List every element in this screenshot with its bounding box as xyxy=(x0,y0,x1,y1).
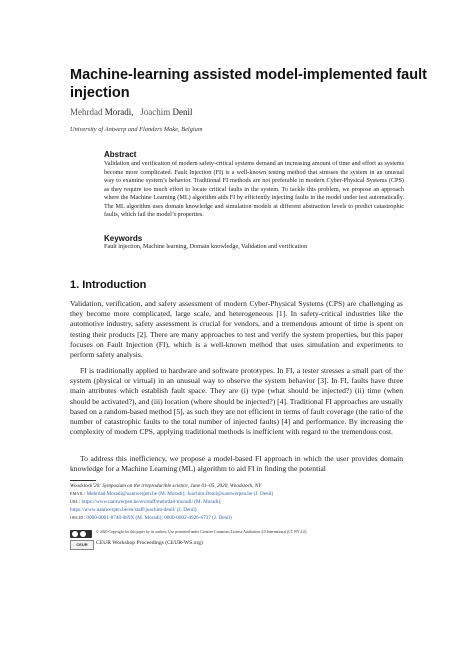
author-given-name: Joachim xyxy=(140,107,171,117)
ceur-proceedings: CEUR Workshop Proceedings (CEUR-WS.org) xyxy=(96,540,203,546)
footnote-venue: Woodstock’20: Symposium on the irreproducible science, June 01–05, 2020, Woodstock, NY xyxy=(70,483,262,489)
author-list xyxy=(70,107,193,117)
footnote-orcid xyxy=(70,515,410,522)
cc-by-license-icon xyxy=(70,530,92,538)
title-line-1: Machine-learning assisted model-implemented fault xyxy=(70,67,427,83)
author-family-name: Moradi, xyxy=(104,107,134,117)
abstract-heading: Abstract xyxy=(104,150,137,159)
license-text: © 2020 Copyright for this paper by its authors. Use permitted under Creative Commons License Attribution 4.0 International (CC BY 4.0). xyxy=(96,530,308,534)
abstract-text: Validation and verification of modern safety-critical systems demand an increasing amount of time and effort as systems become more complicated. Fault Injection (FI) is a well-known testing method that stresses the system in an unusual way to examine system’s behavior. Traditional FI methods are not preferable in modern Cyber-Physical Systems (CPS) as they require too much effort to locate critical faults in the system. To tackle this problem, we propose an approach where the Machine Learning (ML) algorithm aids FI by efficiently injecting faults in the model under test automatically. The ML algorithm uses domain knowledge and simulation models at different abstraction levels to predict catastrophic faults, which fail the model’s properties. xyxy=(104,160,404,218)
keywords-text: Fault injection, Machine learning, Domain knowledge, Validation and verification xyxy=(104,243,308,250)
orcid-label: orcid: xyxy=(70,515,86,521)
paper-title xyxy=(70,66,430,102)
footnote-url-2 xyxy=(70,507,410,514)
url-link-1[interactable]: https://www.uantwerpen.be/en/staff/mehrdad-moradi/ (M. Moradi); xyxy=(81,499,222,505)
orcid-links[interactable]: 0000-0001-8748-069X (M. Moradi); 0000-0002-4926-6737 (J. Denil) xyxy=(86,515,232,521)
email-links[interactable]: Mehrdad.Moradi@uantwerpen.be (M. Moradi); Joachim.Denil@uantwerpen.be (J. Denil) xyxy=(86,491,274,497)
keywords-heading: Keywords xyxy=(104,234,143,243)
section-heading: 1. Introduction xyxy=(70,279,147,291)
footnote-email xyxy=(70,491,410,498)
title-line-2: injection xyxy=(70,85,130,101)
cc-circle-icon xyxy=(72,531,78,537)
intro-paragraph-2: FI is traditionally applied to hardware and software prototypes. In FI, a tester stresses a small part of the system (physical or virtual) in an unusual way to observe the system behavior [3]. In FI, faults have three main attributes which establish fault space. They are (i) type (what should be injected?) (ii) time (when should be activated?), and (iii) location (where should be injected?) [4]. Traditional FI approaches are usually based on a random-based method [5], as such they are not efficient in terms of fault coverage (the ratio of the number of catastrophic faults to the total number of injected faults) [4] and performance. By increasing the complexity of modern CPS, applying traditional methods is inefficient with regard to the tremendous cost. xyxy=(70,366,403,437)
by-circle-icon xyxy=(80,531,86,537)
author-given-name: Mehrdad xyxy=(70,107,103,117)
intro-paragraph-3: To address this inefficiency, we propose a model-based FI approach in which the user provides domain knowledge for a Machine Learning (ML) algorithm to aid FI in finding the potential xyxy=(70,454,403,474)
footnote-url xyxy=(70,499,410,506)
author-family-name: Denil xyxy=(172,107,193,117)
footnote-rule xyxy=(70,480,96,481)
affiliation: University of Antwerp and Flanders Make, Belgium xyxy=(70,126,203,133)
ceur-logo-icon: CEUR xyxy=(70,540,94,550)
url-label: url: xyxy=(70,499,81,505)
intro-paragraph-1: Validation, verification, and safety assessment of modern Cyber-Physical Systems (CPS) are challenging as they become more complicated, large scale, and heterogeneous [1]. In safety-critical industries like the automotive industry, safety assessment is crucial for vendors, and a tremendous amount of time is spent on testing their products [2]. There are many approaches to test and verify the system properties, but this paper focuses on Fault Injection (FI), which is a well-known method that uses simulation and experiments to perform safety analysis. xyxy=(70,299,403,360)
url-link-2[interactable]: https://www.uantwerpen.be/en/staff/joachim-denil/ (J. Denil) xyxy=(70,507,197,513)
email-label: email: xyxy=(70,491,86,497)
